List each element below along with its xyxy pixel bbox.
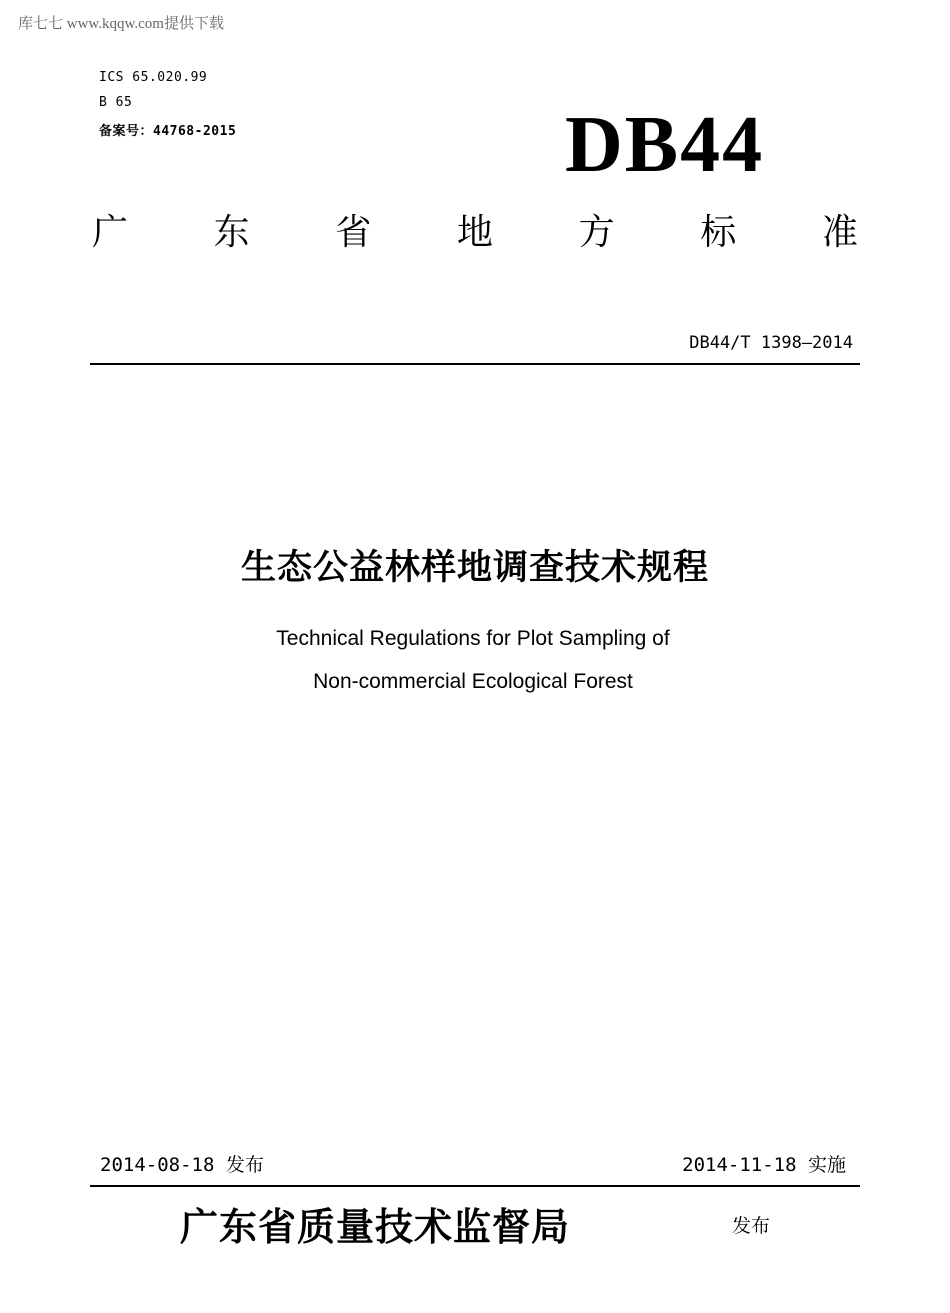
category-char: 准	[821, 212, 858, 253]
header-divider	[90, 363, 860, 365]
watermark-text: 库七七 www.kqqw.com提供下载	[18, 16, 224, 32]
record-number: 备案号：44768-2015	[99, 124, 237, 139]
ics-code: ICS 65.020.99	[99, 70, 208, 85]
document-title-english-line1: Technical Regulations for Plot Sampling of	[276, 627, 670, 650]
category-char: 省	[335, 212, 372, 253]
document-title-chinese: 生态公益林样地调查技术规程	[240, 548, 709, 588]
document-title-english-line2: Non-commercial Ecological Forest	[313, 670, 633, 693]
db-code: DB44	[565, 101, 765, 189]
category-char: 广	[92, 212, 129, 253]
issuing-authority: 广东省质量技术监督局	[180, 1204, 571, 1249]
issue-label: 发布	[732, 1215, 771, 1237]
standard-category	[92, 212, 858, 253]
category-char: 方	[578, 212, 615, 253]
release-date: 2014-08-18 发布	[100, 1154, 264, 1176]
category-char: 地	[456, 212, 493, 253]
ccs-code: B 65	[99, 95, 133, 110]
footer-divider	[90, 1185, 860, 1187]
category-char: 标	[700, 212, 737, 253]
implementation-date: 2014-11-18 实施	[682, 1154, 846, 1176]
standard-number: DB44/T 1398—2014	[689, 333, 853, 353]
category-char: 东	[213, 212, 250, 253]
